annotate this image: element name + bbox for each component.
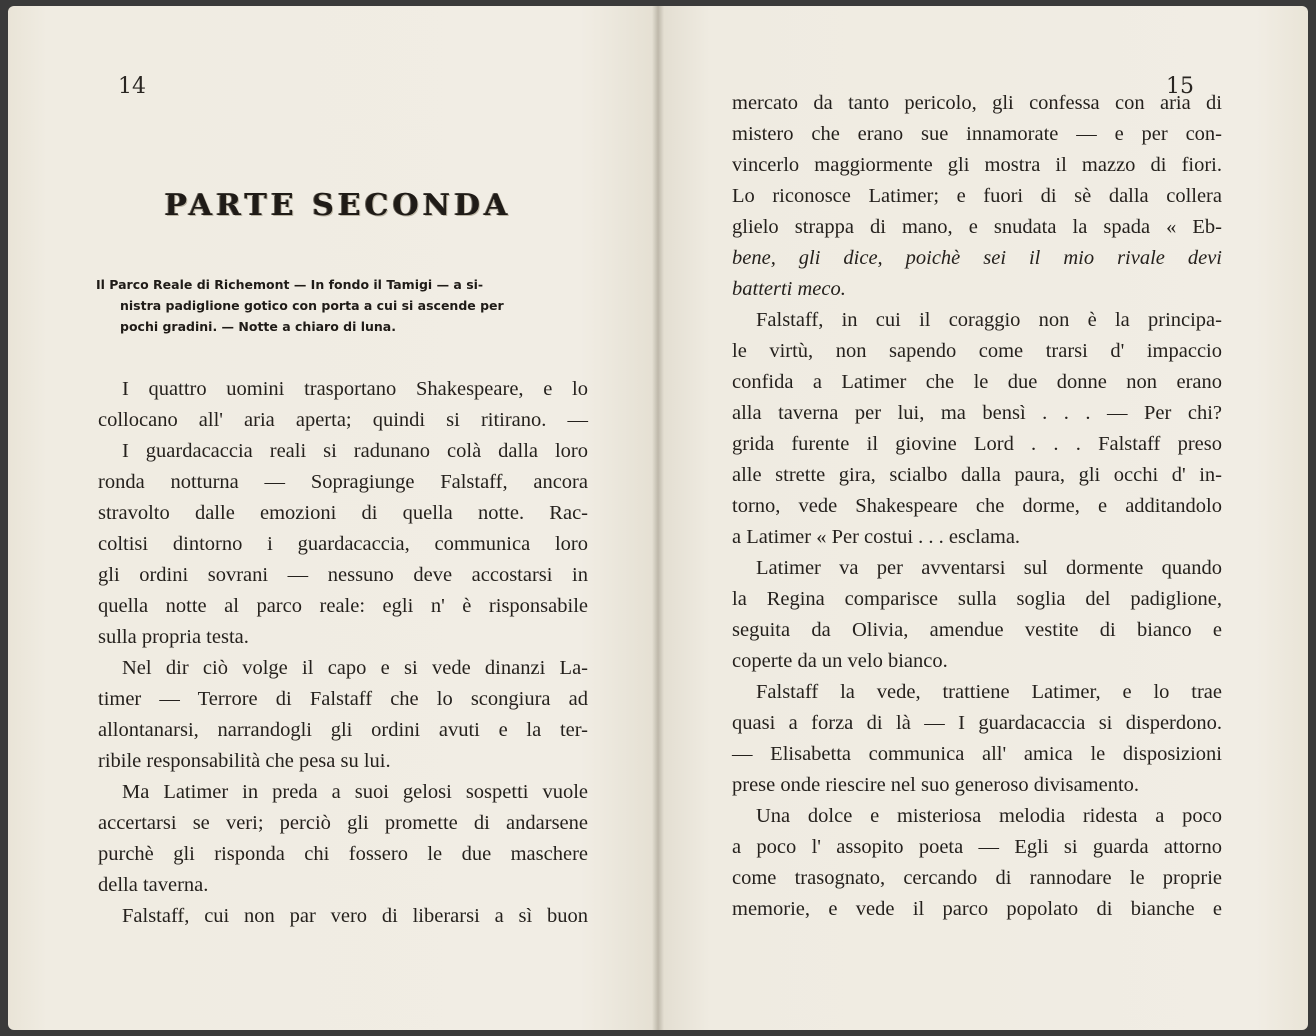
text-line: glielo strappa di mano, e snudata la spada « Eb- [732,216,1222,238]
text-line: Latimer va per avventarsi sul dormente quando [756,557,1222,579]
text-line: Falstaff, in cui il coraggio non è la principa- [756,309,1222,331]
text-line: allontanarsi, narrandogli gli ordini avuti e la ter- [98,719,588,741]
text-line: la Regina comparisce sulla soglia del padiglione, [732,588,1222,610]
text-line: vincerlo maggiormente gli mostra il mazzo di fiori. [732,154,1222,176]
text-line: I quattro uomini trasportano Shakespeare, e lo [122,378,588,400]
text-line: Falstaff, cui non par vero di liberarsi a sì buon [122,905,588,927]
text-line: come trasognato, cercando di rannodare le proprie [732,867,1222,889]
text-line: Lo riconosce Latimer; e fuori di sè dalla collera [732,185,1222,207]
book-gutter [652,6,664,1030]
text-line: I guardacaccia reali si radunano colà dalla loro [122,440,588,462]
text-line: le virtù, non sapendo come trarsi d' impaccio [732,340,1222,362]
text-line: a poco l' assopito poeta — Egli si guarda attorno [732,836,1222,858]
text-line: accertarsi se veri; perciò gli promette di andarsene [98,812,588,834]
text-line: mercato da tanto pericolo, gli confessa con aria di [732,92,1222,114]
text-line: bene, gli dice, poichè sei il mio rivale devi [732,247,1222,269]
scene-note [96,274,596,337]
text-line: timer — Terrore di Falstaff che lo scongiura ad [98,688,588,710]
text-line: ronda notturna — Sopragiunge Falstaff, ancora [98,471,588,493]
text-line: della taverna. [98,874,209,896]
text-line: memorie, e vede il parco popolato di bianche e [732,898,1222,920]
text-line: a Latimer « Per costui . . . esclama. [732,526,1021,548]
text-line: coltisi dintorno i guardacaccia, communica loro [98,533,588,555]
scene-note-line: Il Parco Reale di Richemont — In fondo il Tamigi — a si- [96,277,484,292]
text-line: ribile responsabilità che pesa su lui. [98,750,391,772]
right-body-text [732,88,1222,925]
left-body-text [98,374,588,932]
text-line: torno, vede Shakespeare che dorme, e additandolo [732,495,1222,517]
text-line: alle strette gira, scialbo dalla paura, gli occhi d' in- [732,464,1222,486]
text-line: — Elisabetta communica all' amica le disposizioni [732,743,1222,765]
scene-note-line: nistra padiglione gotico con porta a cui si ascende per [120,298,504,313]
text-line: grida furente il giovine Lord . . . Falstaff preso [732,433,1222,455]
text-line: Una dolce e misteriosa melodia ridesta a poco [756,805,1222,827]
text-line: quasi a forza di là — I guardacaccia si disperdono. [732,712,1222,734]
text-line: alla taverna per lui, ma bensì . . . — Per chi? [732,402,1222,424]
text-line: coperte da un velo bianco. [732,650,948,672]
text-line: quella notte al parco reale: egli n' è risponsabile [98,595,588,617]
text-line: mistero che erano sue innamorate — e per con- [732,123,1222,145]
scene-note-line: pochi gradini. — Notte a chiaro di luna. [120,319,396,334]
text-line: Falstaff la vede, trattiene Latimer, e lo trae [756,681,1222,703]
text-line: prese onde riescire nel suo generoso divisamento. [732,774,1140,796]
page-number-left: 14 [118,74,146,99]
text-line: Ma Latimer in preda a suoi gelosi sospetti vuole [122,781,588,803]
text-line: sulla propria testa. [98,626,249,648]
text-line: batterti meco. [732,278,846,300]
text-line: stravolto dalle emozioni di quella notte. Rac- [98,502,588,524]
text-line: Nel dir ciò volge il capo e si vede dinanzi La- [122,657,588,679]
text-line: seguita da Olivia, amendue vestite di bianco e [732,619,1222,641]
text-line: purchè gli risponda chi fossero le due maschere [98,843,588,865]
text-line: collocano all' aria aperta; quindi si ritirano. — [98,409,588,431]
text-line: confida a Latimer che le due donne non erano [732,371,1222,393]
page-number-right: 15 [1166,74,1194,99]
section-title: PARTE SECONDA [164,188,512,223]
text-line: gli ordini sovrani — nessuno deve accostarsi in [98,564,588,586]
